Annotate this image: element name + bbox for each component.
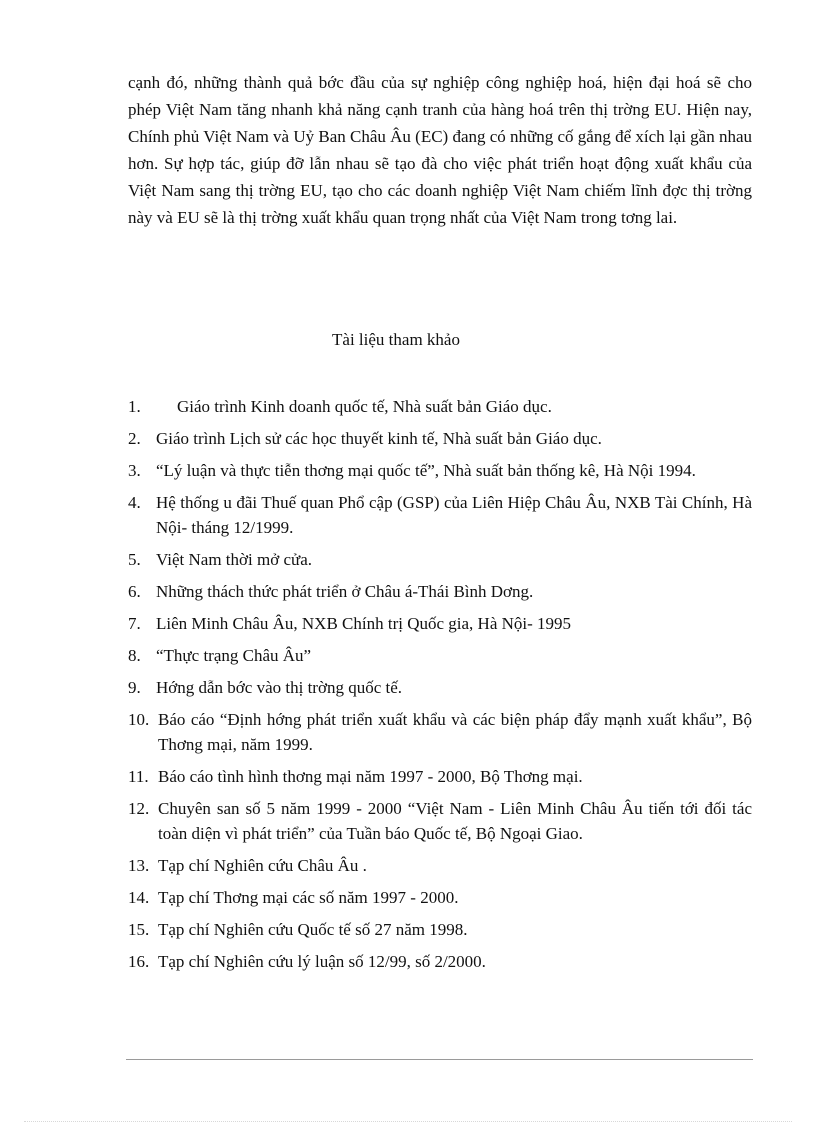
- reference-item: [128, 949, 752, 974]
- reference-number: 8.: [128, 646, 141, 665]
- reference-text: Chuyên san số 5 năm 1999 - 2000 “Việt Nam - Liên Minh Châu Âu tiến tới đối tác toàn diện vì phát triển” của Tuần báo Quốc tế, Bộ Ngoại Giao.: [158, 799, 752, 843]
- reference-item: [128, 643, 752, 668]
- reference-list: [128, 394, 752, 981]
- footer-divider: [126, 1059, 753, 1060]
- reference-item: [128, 458, 752, 483]
- reference-text: “Thực trạng Châu Âu”: [156, 646, 312, 665]
- reference-number: 5.: [128, 550, 141, 569]
- reference-text: Việt Nam thời mở cửa.: [156, 550, 312, 569]
- reference-number: 10.: [128, 710, 150, 729]
- reference-item: [128, 707, 752, 757]
- reference-item: [128, 675, 752, 700]
- reference-text: Tạp chí Nghiên cứu Châu Âu .: [158, 856, 367, 875]
- reference-text: Hệ thống u đãi Thuế quan Phổ cập (GSP) của Liên Hiệp Châu Âu, NXB Tài Chính, Hà Nội- tháng 12/1999.: [156, 493, 752, 537]
- reference-text: Báo cáo tình hình thơng mại năm 1997 - 2000, Bộ Thơng mại.: [158, 767, 583, 786]
- reference-number: 9.: [128, 678, 141, 697]
- reference-number: 15.: [128, 920, 150, 939]
- reference-number: 6.: [128, 582, 141, 601]
- reference-number: 13.: [128, 856, 150, 875]
- reference-number: 1.: [128, 397, 141, 416]
- reference-text: Liên Minh Châu Âu, NXB Chính trị Quốc gia, Hà Nội- 1995: [156, 614, 572, 633]
- reference-text: Tạp chí Nghiên cứu Quốc tế số 27 năm 1998.: [158, 920, 468, 939]
- reference-item: [128, 490, 752, 540]
- reference-number: 11.: [128, 767, 149, 786]
- reference-number: 7.: [128, 614, 141, 633]
- reference-number: 4.: [128, 493, 141, 512]
- reference-number: 16.: [128, 952, 150, 971]
- reference-text: Tạp chí Nghiên cứu lý luận số 12/99, số 2/2000.: [158, 952, 486, 971]
- reference-number: 2.: [128, 429, 141, 448]
- reference-text: Tạp chí Thơng mại các số năm 1997 - 2000.: [158, 888, 459, 907]
- reference-item: [128, 547, 752, 572]
- reference-item: [128, 796, 752, 846]
- reference-item: [128, 917, 752, 942]
- reference-text: Giáo trình Lịch sử các học thuyết kinh tế, Nhà suất bản Giáo dục.: [156, 429, 602, 448]
- page-edge-divider: [24, 1121, 792, 1122]
- reference-item: [128, 611, 752, 636]
- reference-number: 12.: [128, 799, 150, 818]
- reference-item: [128, 394, 752, 419]
- reference-text: Báo cáo “Định hớng phát triển xuất khẩu và các biện pháp đẩy mạnh xuất khẩu”, Bộ Thơng mại, năm 1999.: [158, 710, 752, 754]
- reference-item: [128, 764, 752, 789]
- reference-item: [128, 885, 752, 910]
- reference-item: [128, 579, 752, 604]
- reference-item: [128, 853, 752, 878]
- reference-item: [128, 426, 752, 451]
- reference-text: Giáo trình Kinh doanh quốc tế, Nhà suất bản Giáo dục.: [177, 397, 552, 416]
- intro-paragraph: cạnh đó, những thành quả bớc đầu của sự nghiệp công nghiệp hoá, hiện đại hoá sẽ cho phép Việt Nam tăng nhanh khả năng cạnh tranh của hàng hoá trên thị trờng EU. Hiện nay, Chính phủ Việt Nam và Uỷ Ban Châu Âu (EC) đang có những cố gắng để xích lại gần nhau hơn. Sự hợp tác, giúp đỡ lẫn nhau sẽ tạo đà cho việc phát triển hoạt động xuất khẩu của Việt Nam sang thị trờng EU, tạo cho các doanh nghiệp Việt Nam chiếm lĩnh đợc thị trờng này và EU sẽ là thị trờng xuất khẩu quan trọng nhất của Việt Nam trong tơng lai.: [128, 73, 753, 227]
- reference-number: 14.: [128, 888, 150, 907]
- reference-text: Hớng dẫn bớc vào thị trờng quốc tế.: [156, 678, 403, 697]
- reference-text: “Lý luận và thực tiễn thơng mại quốc tế”, Nhà suất bản thống kê, Hà Nội 1994.: [156, 461, 696, 480]
- reference-number: 3.: [128, 461, 141, 480]
- reference-text: Những thách thức phát triển ở Châu á-Thái Bình Dơng.: [156, 582, 534, 601]
- references-heading: Tài liệu tham khảo: [332, 330, 460, 349]
